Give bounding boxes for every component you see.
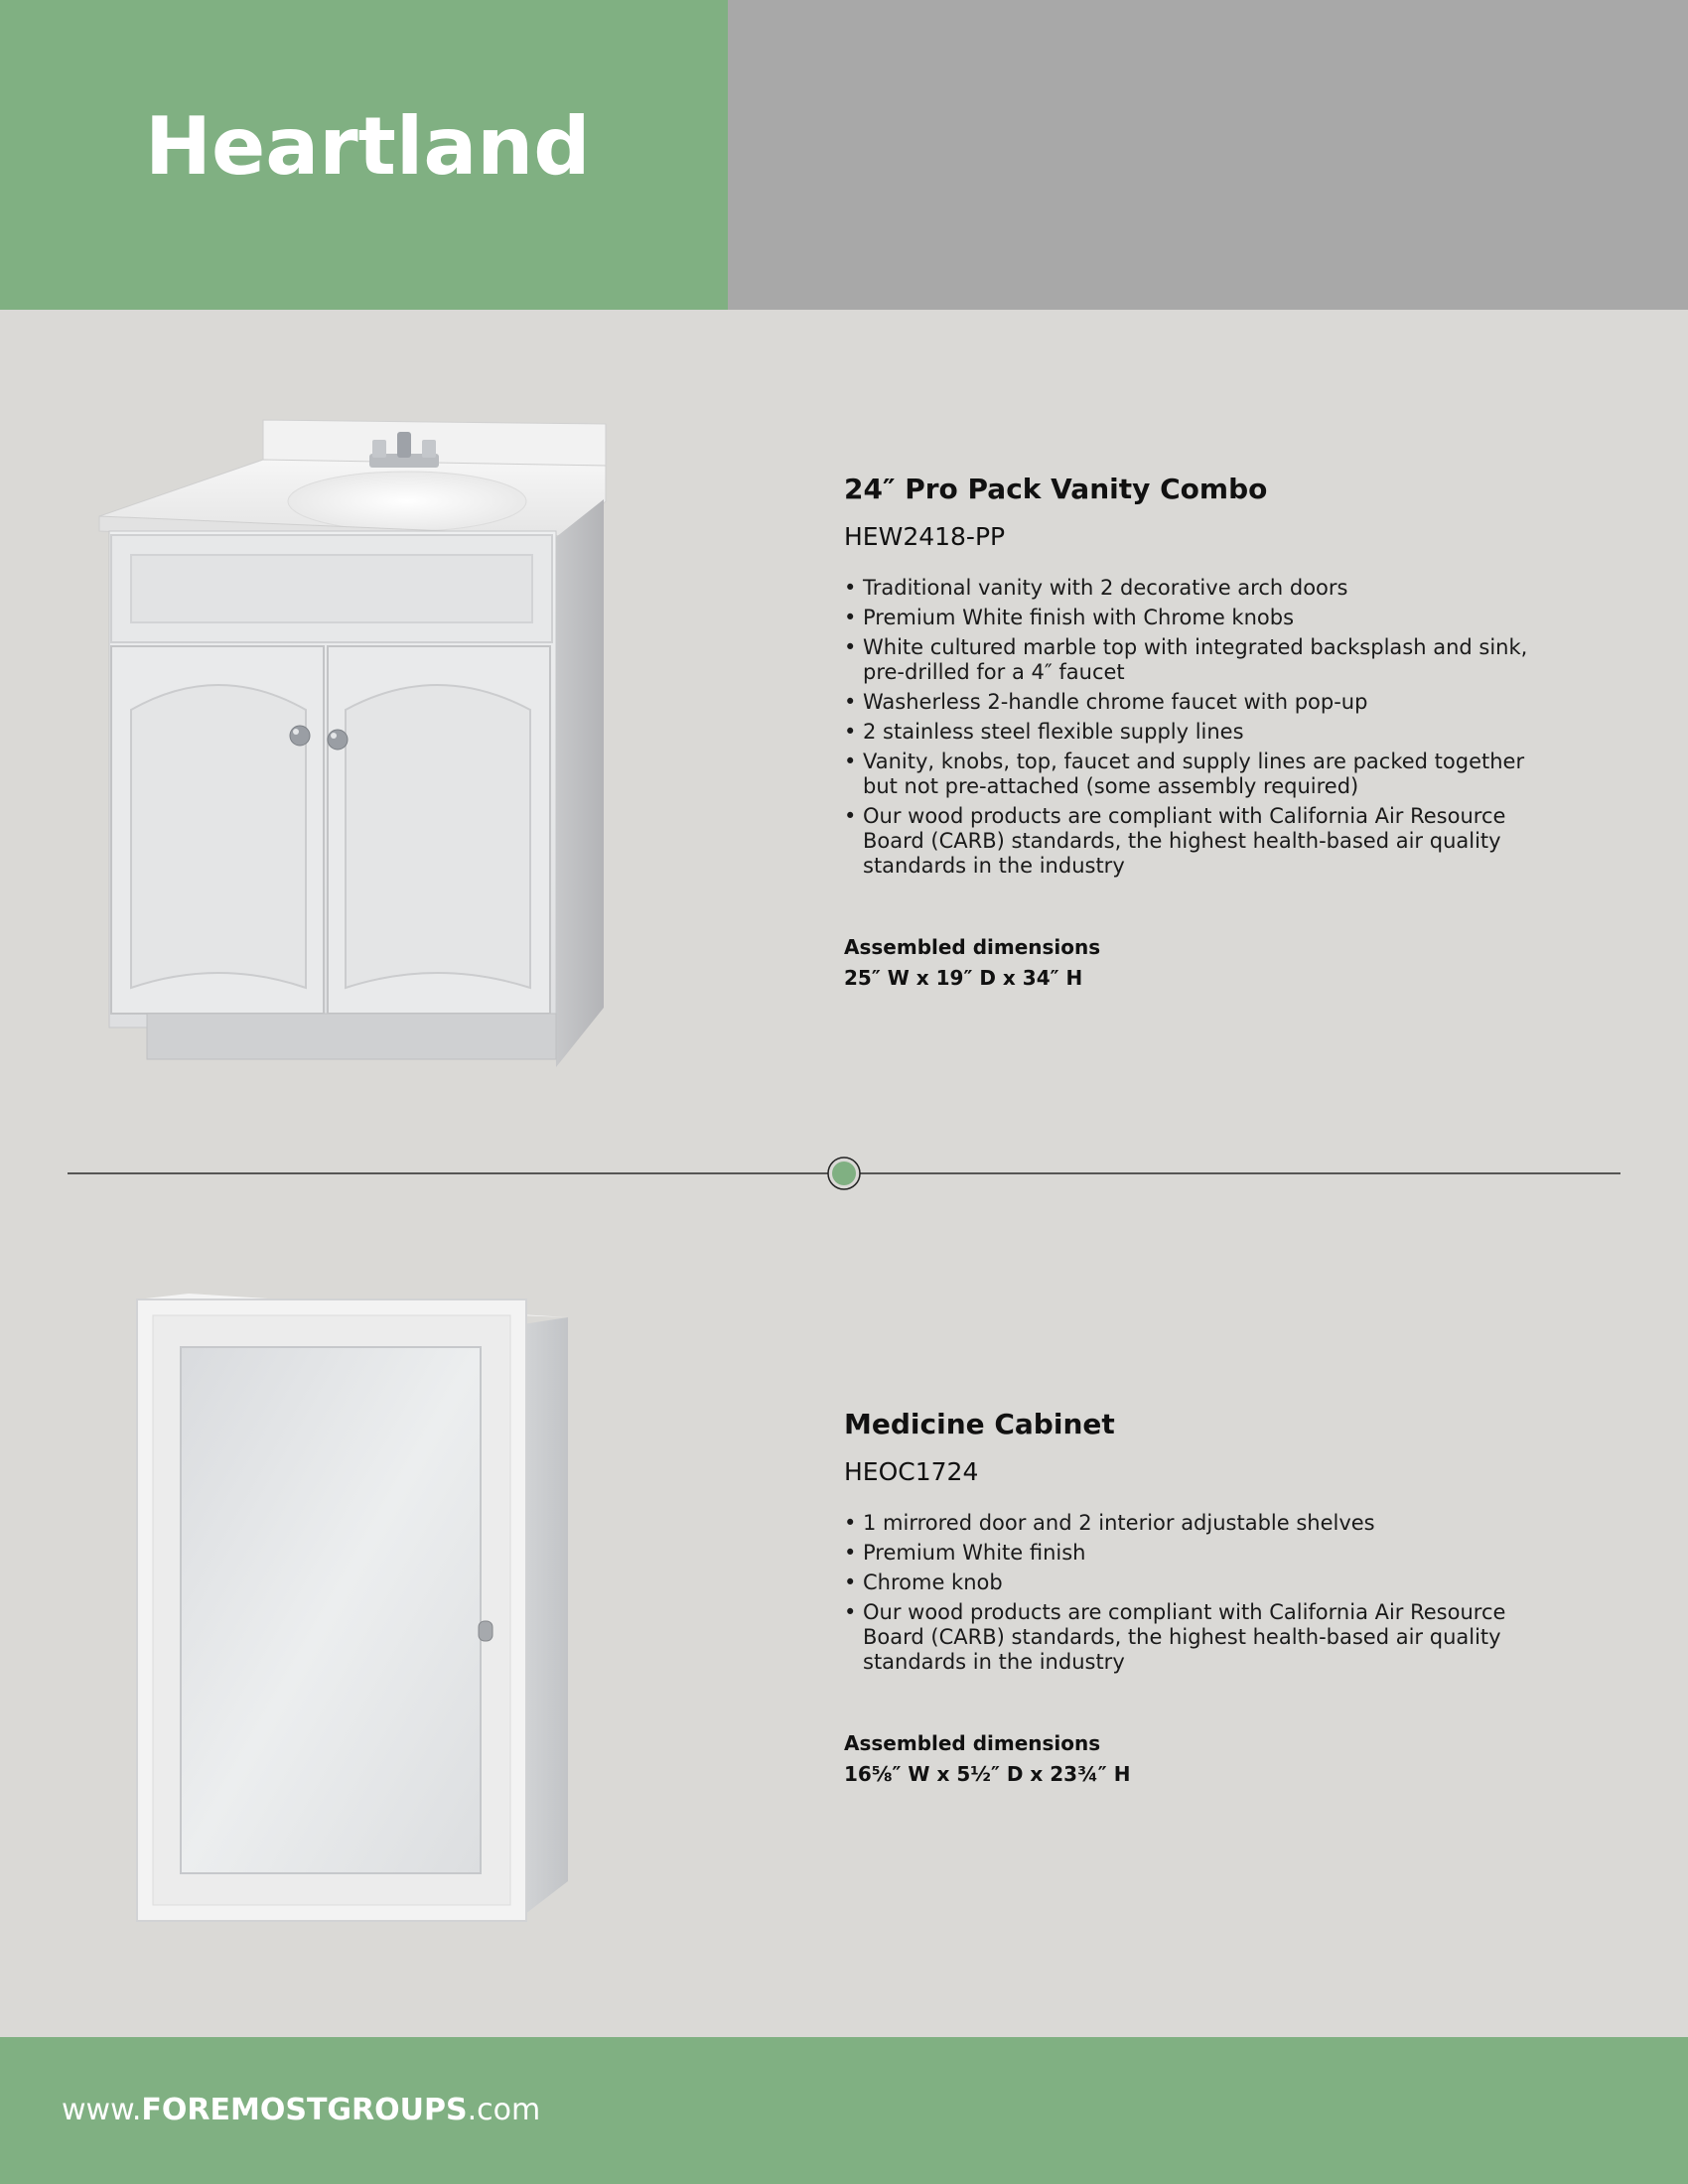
feature-list xyxy=(844,1511,1539,1675)
product-sku: HEOC1724 xyxy=(844,1457,979,1486)
section-divider xyxy=(68,1157,1620,1190)
url-suffix: .com xyxy=(467,2093,541,2127)
page-header xyxy=(0,0,1688,310)
url-brand: FOREMOSTGROUPS xyxy=(141,2093,468,2127)
medicine-cabinet-details xyxy=(844,1406,1539,1788)
website-link[interactable] xyxy=(62,2091,540,2130)
list-item: • Our wood products are compliant with California Air Resource Board (CARB) standards, the highest health-based air quality standards in the industry xyxy=(844,1600,1539,1675)
product-name: Medicine Cabinet xyxy=(844,1408,1115,1440)
vanity-combo-image xyxy=(89,412,616,1067)
list-item: • Washerless 2-handle chrome faucet with pop-up xyxy=(844,690,1539,715)
list-item: • Traditional vanity with 2 decorative arch doors xyxy=(844,576,1539,601)
header-gray-panel xyxy=(728,0,1688,310)
collection-title: Heartland xyxy=(145,100,591,193)
list-item: • Our wood products are compliant with California Air Resource Board (CARB) standards, the highest health-based air quality standards in the industry xyxy=(844,804,1539,879)
list-item: • 1 mirrored door and 2 interior adjustable shelves xyxy=(844,1511,1539,1536)
dimensions-label: Assembled dimensions xyxy=(844,1731,1101,1755)
list-item: • White cultured marble top with integrated backsplash and sink, pre-drilled for a 4″ faucet xyxy=(844,635,1539,685)
dimensions-value: 25″ W x 19″ D x 34″ H xyxy=(844,966,1083,990)
dimensions-label: Assembled dimensions xyxy=(844,935,1101,959)
list-item: • Chrome knob xyxy=(844,1570,1539,1595)
page-footer xyxy=(0,2037,1688,2184)
medicine-cabinet-image xyxy=(129,1286,576,1931)
feature-list xyxy=(844,576,1539,879)
list-item: • Vanity, knobs, top, faucet and supply lines are packed together but not pre-attached (some assembly required) xyxy=(844,750,1539,799)
product-sku: HEW2418-PP xyxy=(844,522,1006,551)
list-item: • 2 stainless steel flexible supply lines xyxy=(844,720,1539,745)
vanity-combo-details xyxy=(844,471,1539,992)
list-item: • Premium White finish xyxy=(844,1541,1539,1566)
dimensions-value: 16⅝″ W x 5½″ D x 23¾″ H xyxy=(844,1762,1131,1786)
product-name: 24″ Pro Pack Vanity Combo xyxy=(844,473,1268,505)
url-prefix: www. xyxy=(62,2093,142,2127)
list-item: • Premium White finish with Chrome knobs xyxy=(844,606,1539,630)
